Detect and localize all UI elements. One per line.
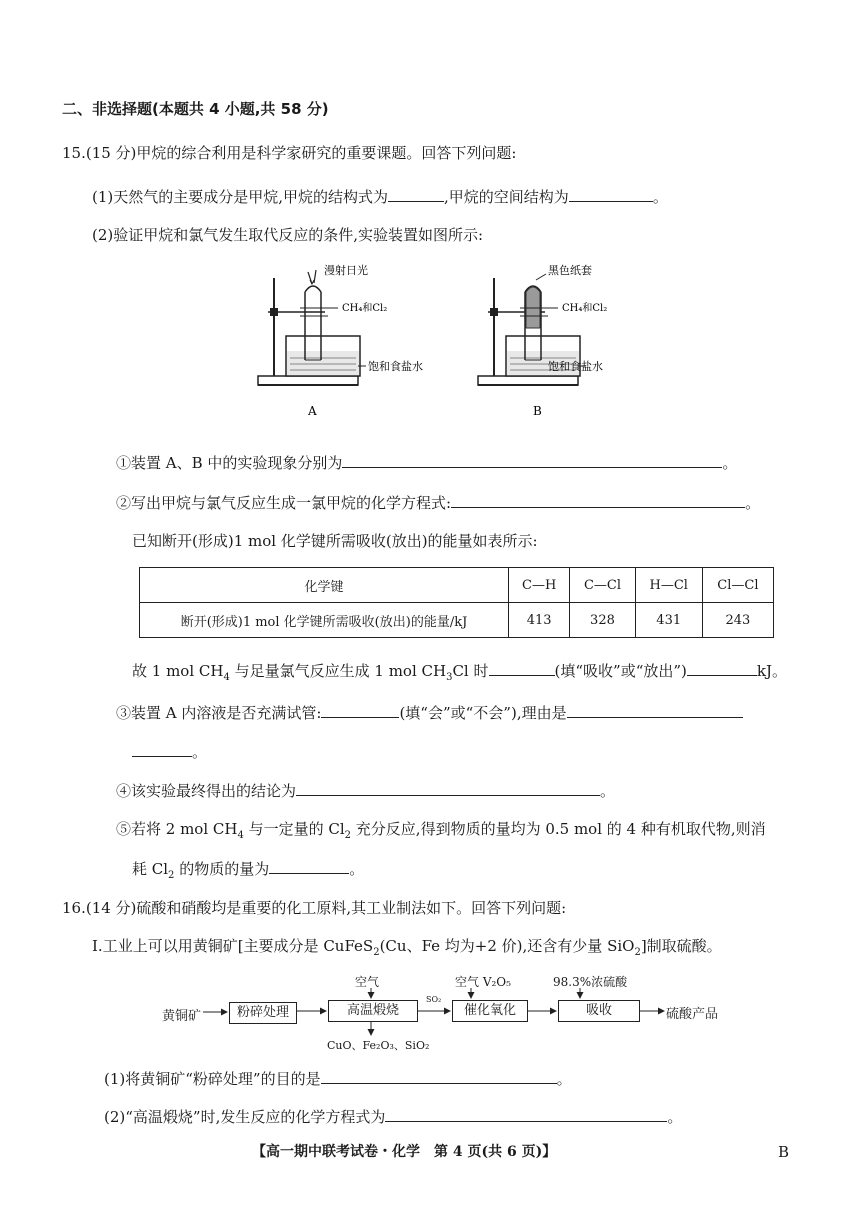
table-row-label: 断开(形成)1 mol 化学键所需吸收(放出)的能量/kJ — [140, 603, 509, 638]
fig-b-caption: B — [533, 404, 542, 418]
flow-box-crush: 粉碎处理 — [229, 1002, 297, 1024]
text: ]制取硫酸。 — [640, 937, 722, 955]
text: kJ。 — [756, 662, 787, 680]
fig-a-top-label: 漫射日光 — [324, 264, 368, 277]
text: (2)“高温煅烧”时,发生反应的化学方程式为 — [104, 1108, 386, 1126]
table-cell: H—Cl — [635, 568, 702, 603]
flow-start: 黄铜矿 — [162, 1009, 202, 1024]
q15-sub5-cont: 耗 $Cl_2$ 的物质的量为 。 — [132, 860, 365, 881]
flow-end: 硫酸产品 — [666, 1007, 719, 1022]
q15-stem: 15.(15 分)甲烷的综合利用是科学家研究的重要课题。回答下列问题: — [62, 144, 517, 162]
flow-box-absorb: 吸收 — [558, 1000, 640, 1022]
fig-a-caption: A — [308, 404, 317, 418]
flow-input-acid: 98.3%浓硫酸 — [553, 975, 628, 989]
period: 。 — [349, 860, 365, 878]
flow-input-air-catalyst: 空气 V₂O₅ — [455, 975, 511, 989]
fig-a-liquid-label: 饱和食盐水 — [368, 360, 423, 373]
period: 。 — [667, 1108, 683, 1126]
section-title: 二、非选择题(本题共 4 小题,共 58 分) — [62, 100, 329, 118]
answer-blank[interactable] — [321, 1069, 557, 1084]
text: 故 1 mol CH — [132, 662, 224, 680]
flow-box-calcine: 高温煅烧 — [328, 1000, 418, 1022]
q15-sub5: ⑤若将 2 mol $CH_4$ 与一定量的 $Cl_2$ 充分反应,得到物质的量均为 0.5 mol 的 4 种有机取代物,则消 — [116, 820, 766, 841]
table-cell: 431 — [635, 603, 702, 638]
table-cell: C—H — [509, 568, 570, 603]
period: 。 — [722, 454, 738, 472]
text: 的物质的量为 — [174, 860, 270, 878]
flow-arrow-label: SO₂ — [426, 995, 442, 1004]
fig-a-gas-label: CH₄和Cl₂ — [342, 303, 388, 314]
period: 。 — [745, 494, 761, 512]
text: Cl 时 — [452, 662, 489, 680]
flow-input-air: 空气 — [355, 975, 380, 989]
q15-sub2-text: ②写出甲烷与氯气反应生成一氯甲烷的化学方程式: — [116, 494, 452, 512]
table-cell: 413 — [509, 603, 570, 638]
text: 充分反应,得到物质的量均为 0.5 mol 的 4 种有机取代物,则消 — [351, 820, 766, 838]
text: (填“吸收”或“放出”) — [554, 662, 687, 680]
answer-blank[interactable] — [385, 1107, 667, 1122]
fig-b-top-label: 黑色纸套 — [548, 264, 592, 277]
page-footer: 【高一期中联考试卷・化学 第 4 页(共 6 页)】 — [252, 1144, 557, 1160]
corner-mark: B — [778, 1143, 790, 1161]
text: ③装置 A 内溶液是否充满试管: — [116, 704, 322, 722]
q16-sub2 — [104, 1106, 682, 1127]
energy-question: 故 1 mol $CH_4$ 与足量氯气反应生成 1 mol $CH_3Cl$ 时 (填“吸收”或“放出”) kJ。 — [132, 662, 787, 683]
energy-intro: 已知断开(形成)1 mol 化学键所需吸收(放出)的能量如表所示: — [132, 532, 538, 550]
text: (Cu、Fe 均为+2 价),还含有少量 SiO — [379, 937, 635, 955]
text: 与足量氯气反应生成 1 mol CH — [229, 662, 447, 680]
fig-b-gas-label: CH₄和Cl₂ — [562, 303, 608, 314]
period: 。 — [600, 782, 616, 800]
q15-sub1-text: ①装置 A、B 中的实验现象分别为 — [116, 454, 343, 472]
text: 耗 Cl — [132, 860, 169, 878]
text: ⑤若将 2 mol CH — [116, 820, 238, 838]
text: Ⅰ.工业上可以用黄铜矿[主要成分是 CuFeS — [92, 937, 374, 955]
table-header-label: 化学键 — [140, 568, 509, 603]
q15-part1-text-b: ,甲烷的空间结构为 — [444, 188, 569, 206]
text: (填“会”或“不会”),理由是 — [399, 704, 567, 722]
table-cell: C—Cl — [570, 568, 635, 603]
q15-part1-text-a: (1)天然气的主要成分是甲烷,甲烷的结构式为 — [92, 188, 389, 206]
text: (1)将黄铜矿“粉碎处理”的目的是 — [104, 1070, 321, 1088]
q16-stem: 16.(14 分)硫酸和硝酸均是重要的化工原料,其工业制法如下。回答下列问题: — [62, 899, 567, 917]
table-cell: 243 — [702, 603, 773, 638]
flow-box-oxidation: 催化氧化 — [452, 1000, 528, 1022]
q16-part1: Ⅰ.工业上可以用黄铜矿[主要成分是 CuFeS$_2$(Cu、Fe 均为+2 价),还含有少量 SiO$_2$]制取硫酸。 — [92, 937, 722, 958]
text: ④该实验最终得出的结论为 — [116, 782, 297, 800]
table-cell: 328 — [570, 603, 635, 638]
q16-sub1 — [104, 1068, 572, 1089]
period: 。 — [556, 1070, 572, 1088]
period: 。 — [652, 188, 668, 206]
text: 与一定量的 Cl — [243, 820, 345, 838]
q15-part2: (2)验证甲烷和氯气发生取代反应的条件,实验装置如图所示: — [92, 226, 484, 244]
fig-b-liquid-label: 饱和食盐水 — [548, 360, 603, 373]
period: 。 — [192, 743, 208, 761]
flow-residue: CuO、Fe₂O₃、SiO₂ — [327, 1039, 430, 1052]
table-cell: Cl—Cl — [702, 568, 773, 603]
